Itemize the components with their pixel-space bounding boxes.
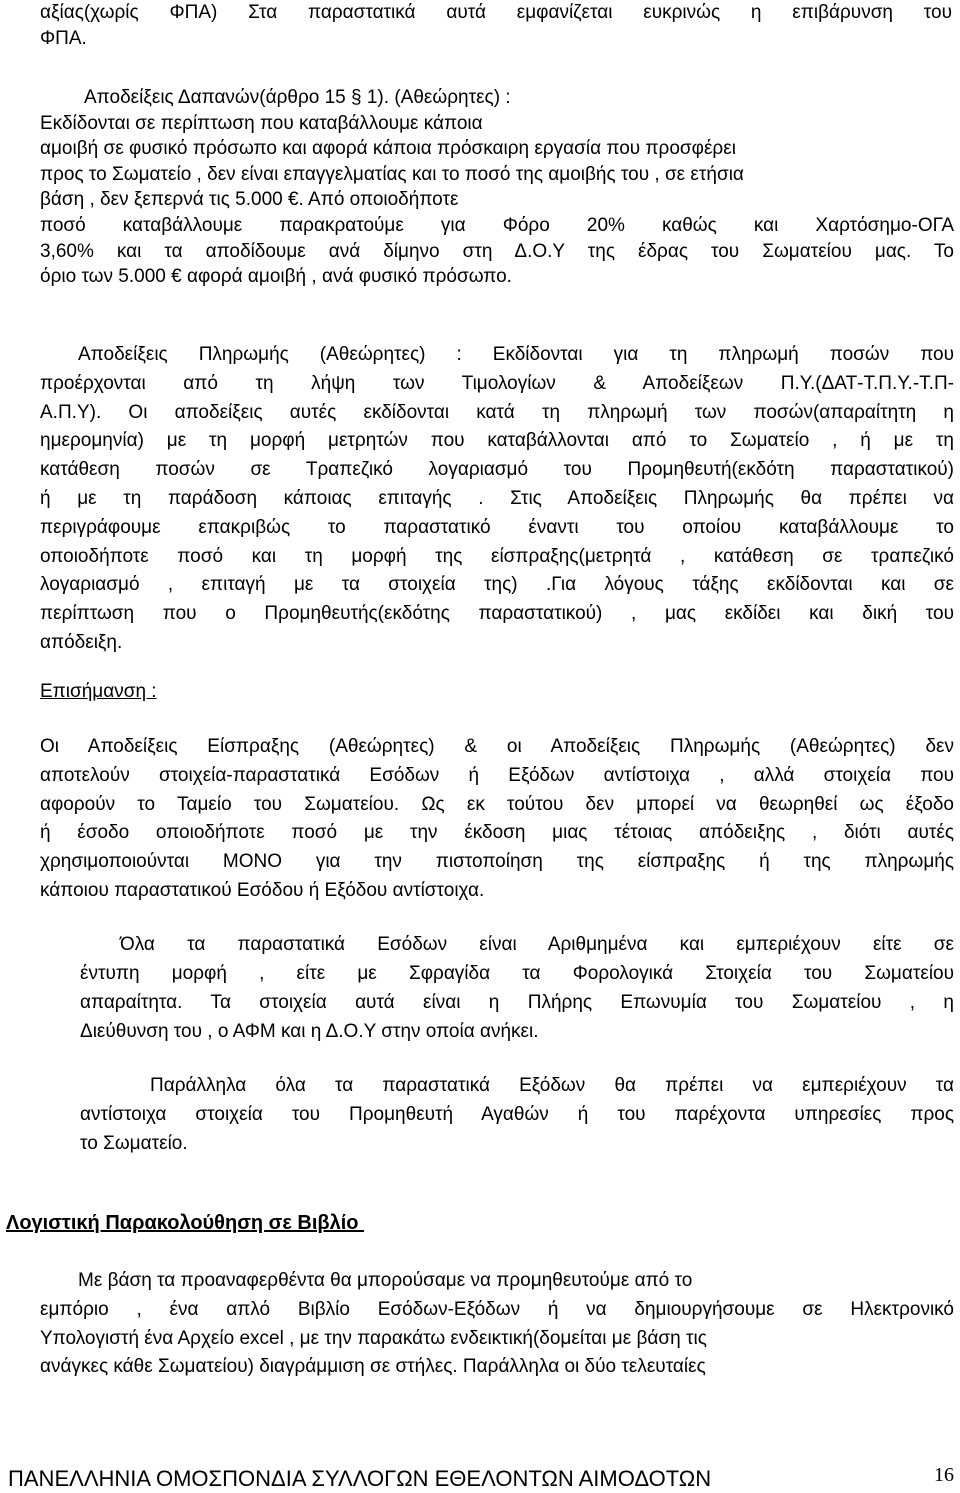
text-line: Διεύθυνση του , ο ΑΦΜ και η Δ.Ο.Υ στην οποία ανήκει. [80,1021,539,1042]
expense-receipts-paragraph [40,85,954,290]
intro-paragraph [40,0,952,51]
text-line: προς το Σωματείο , δεν είναι επαγγελματίας και το ποσό της αμοιβής του , σε ετήσια [40,163,744,185]
text-line: ΦΠΑ. [40,27,87,49]
text-line: βάση , δεν ξεπερνά τις 5.000 €. Από οποιοδήποτε [40,189,459,211]
text-line: οποιοδήποτε ποσό και τη μορφή της είσπραξης(μετρητά , κατάθεση σε τραπεζικό [40,545,954,567]
income-documents-paragraph [80,930,954,1046]
text-line: ή έσοδο οποιοδήποτε ποσό με την έκδοση μιας τέτοιας απόδειξης , διότι αυτές [40,822,954,844]
text-line: Με βάση τα προαναφερθέντα θα μπορούσαμε να προμηθευτούμε από το [78,1270,693,1291]
text-line: αφορούν το Ταμείο του Σωματείου. Ως εκ τούτου δεν μπορεί να θεωρηθεί ως έξοδο [40,793,954,815]
text-line: Παράλληλα όλα τα παραστατικά Εξόδων θα πρέπει να εμπεριέχουν τα [150,1075,954,1096]
notice-paragraph [40,733,954,906]
text-line: λογαριασμό , επιταγή με τα στοιχεία της) .Για λόγους τάξης εκδίδονται και σε [40,574,954,596]
expense-documents-paragraph [80,1071,954,1158]
text-line: Αποδείξεις Δαπανών(άρθρο 15 § 1). (Αθεώρητες) : [84,87,511,108]
notice-title [40,679,157,705]
page-number: 16 [934,1464,954,1486]
text-line: χρησιμοποιούνται ΜΟΝΟ για την πιστοποίηση της είσπραξης ή της πληρωμής [40,851,954,873]
text-line: αποτελούν στοιχεία-παραστατικά Εσόδων ή Εξόδων αντίστοιχα , αλλά στοιχεία που [40,764,954,786]
text-line: κάποιου παραστατικού Εσόδου ή Εξόδου αντίστοιχα. [40,879,485,901]
text-line: Αποδείξεις Πληρωμής (Αθεώρητες) : Εκδίδονται για τη πληρωμή ποσών που [78,344,954,365]
text-line: εμπόριο , ένα απλό Βιβλίο Εσόδων-Εξόδων ή να δημιουργήσουμε σε Ηλεκτρονικό [40,1298,954,1320]
text-line: Οι Αποδείξεις Είσπραξης (Αθεώρητες) & οι Αποδείξεις Πληρωμής (Αθεώρητες) δεν [40,736,954,757]
text-line: περίπτωση που ο Προμηθευτής(εκδότης παραστατικού) , μας εκδίδει και δική του [40,603,954,625]
text-line: 3,60% και τα αποδίδουμε ανά δίμηνο στη Δ.Ο.Υ της έδρας του Σωματείου μας. Το [40,240,954,262]
text-line: περιγράφουμε επακριβώς το παραστατικό έναντι του οποίου καταβάλλουμε το [40,516,954,538]
text-line: Υπολογιστή ένα Αρχείο excel , με την παρακάτω ενδεικτική(δομείται με βάση τις [40,1327,707,1349]
text-line: το Σωματείο. [80,1133,188,1154]
bookkeeping-paragraph [40,1267,954,1382]
text-line: αντίστοιχα στοιχεία του Προμηθευτή Αγαθών ή του παρέχοντα υπηρεσίες προς [80,1104,954,1125]
text-line: όριο των 5.000 € αφορά αμοιβή , ανά φυσικό πρόσωπο. [40,266,512,288]
notice-title-text: Επισήμανση : [40,681,157,702]
text-line: ανάγκες κάθε Σωματείου) διαγράμμιση σε στήλες. Παράλληλα οι δύο τελευταίες [40,1356,706,1378]
text-line: ή με τη παράδοση κάποιας επιταγής . Στις Αποδείξεις Πληρωμής θα πρέπει να [40,487,954,509]
text-line: ημερομηνία) με τη μορφή μετρητών που καταβάλλονται από το Σωματείο , ή με τη [40,430,954,452]
text-line: κατάθεση ποσών σε Τραπεζικό λογαριασμό του Προμηθευτή(εκδότη παραστατικού) [40,459,954,481]
text-line: απαραίτητα. Τα στοιχεία αυτά είναι η Πλήρης Επωνυμία του Σωματείου , η [80,992,954,1013]
text-line: προέρχονται από τη λήψη των Τιμολογίων & Αποδείξεων Π.Υ.(ΔΑΤ-Τ.Π.Υ.-Τ.Π- [40,372,954,394]
text-line: ποσό καταβάλλουμε παρακρατούμε για Φόρο 20% καθώς και Χαρτόσημο-ΟΓΑ [40,214,954,236]
text-line: απόδειξη. [40,631,123,653]
text-line: Όλα τα παραστατικά Εσόδων είναι Αριθμημένα και εμπεριέχουν είτε σε [120,934,954,955]
payment-receipts-paragraph [40,341,954,658]
text-line: έντυπη μορφή , είτε με Σφραγίδα τα Φορολογικά Στοιχεία του Σωματείου [80,963,954,984]
text-line: Α.Π.Υ). Οι αποδείξεις αυτές εκδίδονται κατά τη πληρωμή των ποσών(απαραίτητη η [40,401,954,423]
text-line: Εκδίδονται σε περίπτωση που καταβάλλουμε κάποια [40,112,483,134]
section-heading: Λογιστική Παρακολούθηση σε Βιβλίο [6,1212,365,1234]
text-line: αξίας(χωρίς ΦΠΑ) Στα παραστατικά αυτά εμφανίζεται ευκρινώς η επιβάρυνση του [40,2,952,23]
footer-organization-title: ΠΑΝΕΛΛΗΝΙΑ ΟΜΟΣΠΟΝΔΙΑ ΣΥΛΛΟΓΩΝ ΕΘΕΛΟΝΤΩΝ ΑΙΜΟΔΟΤΩΝ [8,1466,712,1491]
text-line: αμοιβή σε φυσικό πρόσωπο και αφορά κάποια πρόσκαιρη εργασία που προσφέρει [40,138,736,160]
